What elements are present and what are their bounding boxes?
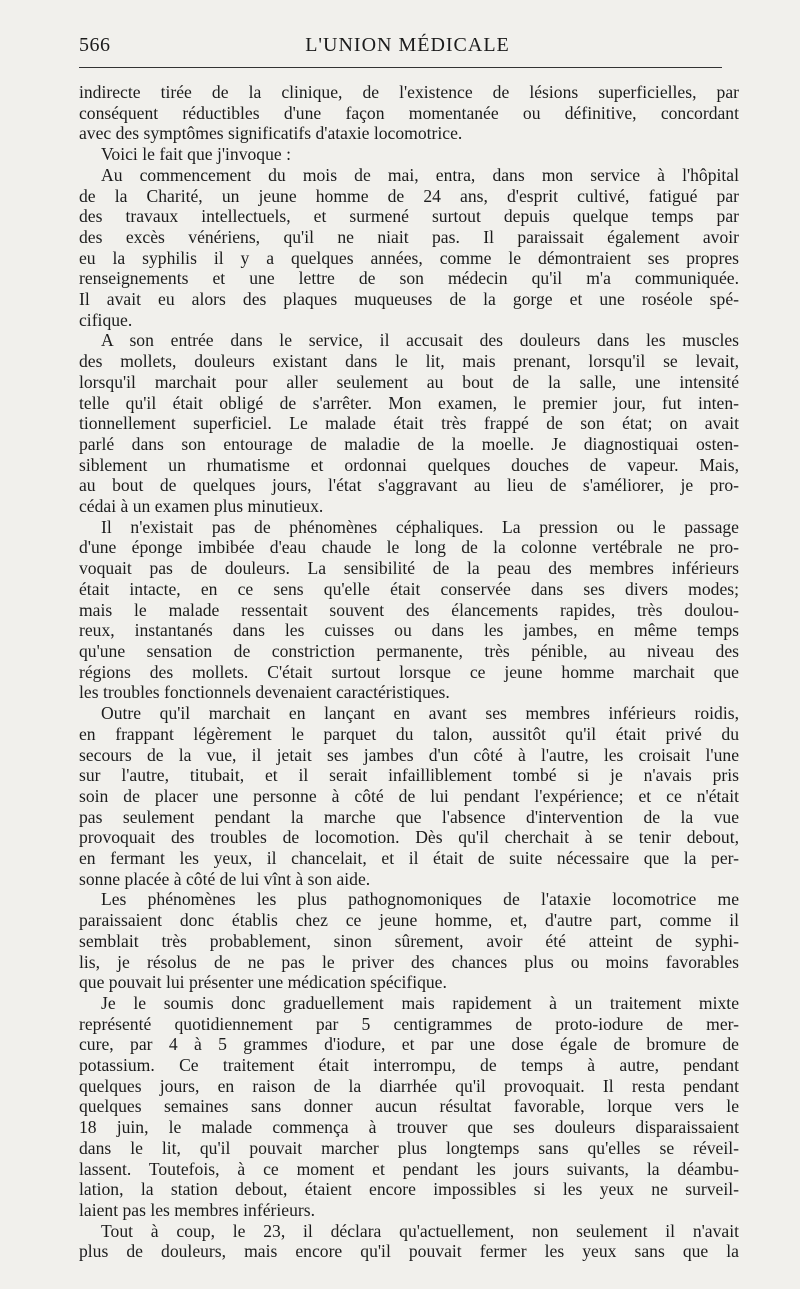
text-line: lis, je résolus de ne pas le priver des chances plus ou moins favorables <box>79 951 739 972</box>
text-line: dans le lit, qu'il pouvait marcher plus longtemps sans qu'elles se réveil- <box>79 1137 739 1158</box>
text-line: Il n'existait pas de phénomènes céphaliques. La pression ou le passage <box>101 516 739 537</box>
text-line: Voici le fait que j'invoque : <box>101 144 291 165</box>
text-line: semblait très probablement, sinon sûrement, avoir été atteint de syphi- <box>79 930 739 951</box>
text-line: avec des symptômes significatifs d'ataxie locomotrice. <box>79 123 463 144</box>
text-line: tionnellement superficiel. Le malade était très frappé de son état; on avait <box>79 413 739 434</box>
text-line: Tout à coup, le 23, il déclara qu'actuellement, non seulement il n'avait <box>101 1220 739 1241</box>
text-line: d'une éponge imbibée d'eau chaude le long de la colonne vertébrale ne pro- <box>79 537 739 558</box>
text-line: potassium. Ce traitement était interrompu, de temps à autre, pendant <box>79 1055 739 1076</box>
text-line: eu la syphilis il y a quelques années, comme le démontraient ses propres <box>79 247 739 268</box>
text-line: telle qu'il était obligé de s'arrêter. Mon examen, le premier jour, fut inten- <box>79 392 739 413</box>
text-line: provoquait des troubles de locomotion. Dès qu'il cherchait à se tenir debout, <box>79 827 739 848</box>
text-line: soin de placer une personne à côté de lui pendant l'expérience; et ce n'était <box>79 785 739 806</box>
text-line: cure, par 4 à 5 grammes d'iodure, et par une dose égale de bromure de <box>79 1034 739 1055</box>
text-line: Les phénomènes les plus pathognomoniques de l'ataxie locomotrice me <box>101 889 739 910</box>
text-line: Au commencement du mois de mai, entra, dans mon service à l'hôpital <box>101 164 739 185</box>
text-line: conséquent réductibles d'une façon momentanée ou définitive, concordant <box>79 102 739 123</box>
text-line: mais le malade ressentait souvent des élancements rapides, très doulou- <box>79 599 739 620</box>
text-line: lassent. Toutefois, à ce moment et pendant les jours suivants, la déambu- <box>79 1158 739 1179</box>
text-line: en frappant légèrement le parquet du talon, aussitôt qu'il était privé du <box>79 723 739 744</box>
text-line: sur l'autre, titubait, et il serait infailliblement tombé si je n'avais pris <box>79 765 739 786</box>
body-text <box>79 82 739 1262</box>
text-line: reux, instantanés dans les cuisses ou dans les jambes, en même temps <box>79 620 739 641</box>
text-line: régions des mollets. C'était surtout lorsque ce jeune homme marchait que <box>79 661 739 682</box>
text-line: cédai à un examen plus minutieux. <box>79 496 324 517</box>
text-line: laient pas les membres inférieurs. <box>79 1199 315 1220</box>
text-line: était intacte, en ce sens qu'elle était conservée dans ses divers modes; <box>79 578 739 599</box>
text-line: paraissaient donc établis chez ce jeune homme, et, d'autre part, comme il <box>79 910 739 931</box>
text-line: sonne placée à côté de lui vînt à son aide. <box>79 868 371 889</box>
text-line: qu'une sensation de constriction permanente, très pénible, au niveau des <box>79 640 739 661</box>
text-line: lorsqu'il marchait pour aller seulement au bout de la salle, une intensité <box>79 371 739 392</box>
text-line: les troubles fonctionnels devenaient caractéristiques. <box>79 682 450 703</box>
text-line: quelques jours, en raison de la diarrhée qu'il provoquait. Il resta pendant <box>79 1075 739 1096</box>
header-rule <box>79 67 722 68</box>
text-line: Il avait eu alors des plaques muqueuses de la gorge et une roséole spé- <box>79 289 739 310</box>
page-number: 566 <box>79 34 111 56</box>
text-line: de la Charité, un jeune homme de 24 ans, d'esprit cultivé, fatigué par <box>79 185 739 206</box>
text-line: voquait pas de douleurs. La sensibilité de la peau des membres inférieurs <box>79 558 739 579</box>
text-line: secours de la vue, il jetait ses jambes d'un côté à l'autre, les croisait l'une <box>79 744 739 765</box>
text-line: Outre qu'il marchait en lançant en avant ses membres inférieurs roidis, <box>101 703 739 724</box>
text-line: siblement un rhumatisme et ordonnai quelques douches de vapeur. Mais, <box>79 454 739 475</box>
text-line: 18 juin, le malade commença à trouver que ses douleurs disparaissaient <box>79 1117 739 1138</box>
running-title: L'UNION MÉDICALE <box>305 34 510 56</box>
text-line: des excès vénériens, qu'il ne niait pas. Il paraissait également avoir <box>79 226 739 247</box>
text-line: que pouvait lui présenter une médication spécifique. <box>79 972 447 993</box>
text-line: cifique. <box>79 309 133 330</box>
text-line: renseignements et une lettre de son médecin qu'il m'a communiquée. <box>79 268 739 289</box>
text-line: pas seulement pendant la marche que l'absence d'intervention de la vue <box>79 806 739 827</box>
text-line: indirecte tirée de la clinique, de l'existence de lésions superficielles, par <box>79 82 739 102</box>
text-line: quelques semaines sans donner aucun résultat favorable, lorque vers le <box>79 1096 739 1117</box>
text-line: des mollets, douleurs existant dans le lit, mais prenant, lorsqu'il se levait, <box>79 351 739 372</box>
text-line: plus de douleurs, mais encore qu'il pouvait fermer les yeux sans que la <box>79 1241 739 1262</box>
text-line: A son entrée dans le service, il accusait des douleurs dans les muscles <box>101 330 739 351</box>
text-line: Je le soumis donc graduellement mais rapidement à un traitement mixte <box>101 992 739 1013</box>
text-line: au bout de quelques jours, l'état s'aggravant au lieu de s'améliorer, je pro- <box>79 475 739 496</box>
text-line: en fermant les yeux, il chancelait, et il était de suite nécessaire que la per- <box>79 848 739 869</box>
text-line: parlé dans son entourage de maladie de la moelle. Je diagnostiquai osten- <box>79 433 739 454</box>
text-line: des travaux intellectuels, et surmené surtout depuis quelque temps par <box>79 206 739 227</box>
text-line: représenté quotidiennement par 5 centigrammes de proto-iodure de mer- <box>79 1013 739 1034</box>
page-header <box>79 34 736 64</box>
text-line: lation, la station debout, étaient encore impossibles si les yeux ne surveil- <box>79 1179 739 1200</box>
